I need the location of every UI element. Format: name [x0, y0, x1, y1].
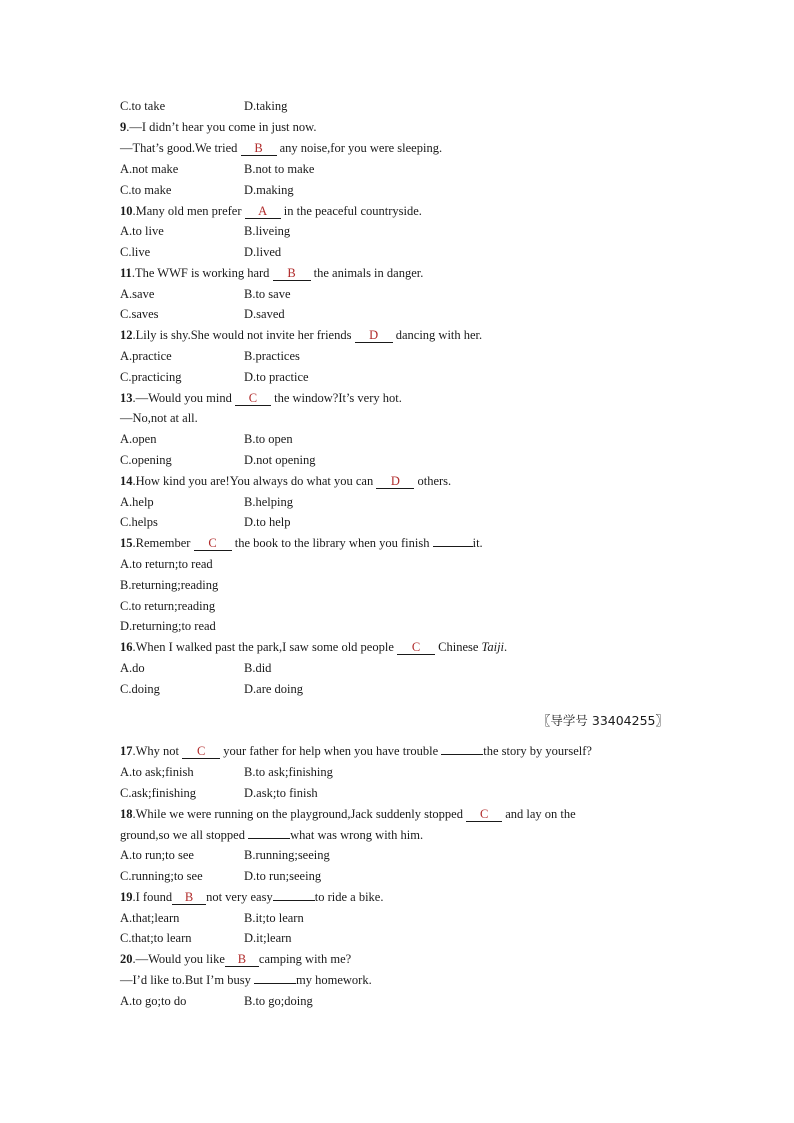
q20-answer-blank[interactable]: B	[225, 952, 259, 967]
q14-option-b: B.helping	[244, 495, 293, 509]
q18-option-d: D.to run;seeing	[244, 869, 322, 883]
q11-stem	[120, 265, 423, 281]
q10-option-a: A.to live	[120, 224, 164, 238]
q15-stem-mid: the book to the library when you finish	[231, 536, 433, 550]
q11-option-b: B.to save	[244, 287, 291, 301]
q9-response-post: any noise,for you were sleeping.	[276, 141, 443, 155]
q14-stem-post: others.	[414, 474, 452, 488]
q16-option-a: A.do	[120, 661, 145, 675]
q17-stem-post: the story by yourself?	[483, 744, 592, 758]
q17-option-c: C.ask;finishing	[120, 786, 197, 800]
q11-stem-pre: .The WWF is working hard	[131, 266, 273, 280]
q12-stem	[120, 327, 482, 343]
q15-stem-post: it.	[472, 536, 483, 550]
q18-option-a: A.to run;to see	[120, 848, 194, 862]
q17-option-a: A.to ask;finish	[120, 765, 194, 779]
q15-option-b: B.returning;reading	[120, 578, 219, 592]
q16-option-d: D.are doing	[244, 682, 304, 696]
q17-stem-mid: your father for help when you have trouble	[220, 744, 442, 758]
q11-option-c: C.saves	[120, 307, 159, 321]
q20-reply-post: my homework.	[296, 973, 372, 987]
q18-second-blank[interactable]	[248, 838, 290, 839]
q10-option-b: B.liveing	[244, 224, 291, 238]
q19-stem	[120, 889, 383, 905]
q19-second-blank[interactable]	[273, 900, 315, 901]
q11-answer-blank[interactable]: B	[273, 266, 311, 281]
q15-option-d: D.returning;to read	[120, 619, 216, 633]
q19-stem-post: to ride a bike.	[314, 890, 384, 904]
q14-option-a: A.help	[120, 495, 154, 509]
q9-stem	[120, 119, 317, 135]
q20-number: 20	[120, 952, 133, 966]
q16-stem-end: .	[504, 640, 508, 654]
q13-reply: —No,not at all.	[120, 411, 198, 425]
q16-stem-post: Chinese	[435, 640, 482, 654]
q20-stem-pre: .—Would you like	[132, 952, 225, 966]
q16-italic-term: Taiji	[481, 640, 505, 654]
q9-response-pre: —That’s good.We tried	[120, 141, 241, 155]
q18-stem-pre: .While we were running on the playground,Jack suddenly stopped	[132, 807, 467, 821]
q9-option-d: D.making	[244, 183, 294, 197]
q9-option-b: B.not to make	[244, 162, 315, 176]
q13-option-c: C.opening	[120, 453, 172, 467]
q15-number: 15	[120, 536, 133, 550]
q17-option-b: B.to ask;finishing	[244, 765, 333, 779]
q15-answer-blank[interactable]: C	[194, 536, 232, 551]
q10-stem-pre: .Many old men prefer	[132, 204, 245, 218]
q17-answer-blank[interactable]: C	[182, 744, 220, 759]
q10-stem	[120, 203, 422, 219]
q20-second-blank[interactable]	[254, 983, 296, 984]
q20-reply-pre: —I’d like to.But I’m busy	[120, 973, 255, 987]
q15-stem	[120, 535, 483, 551]
q15-option-c: C.to return;reading	[120, 599, 216, 613]
q19-option-a: A.that;learn	[120, 911, 180, 925]
q14-stem-pre: .How kind you are!You always do what you can	[132, 474, 377, 488]
q16-option-b: B.did	[244, 661, 272, 675]
q19-number: 19	[120, 890, 133, 904]
q12-number: 12	[120, 328, 133, 342]
q18-option-c: C.running;to see	[120, 869, 203, 883]
q12-option-b: B.practices	[244, 349, 300, 363]
q16-option-c: C.doing	[120, 682, 160, 696]
q13-answer-blank[interactable]: C	[235, 391, 271, 406]
q20-option-a: A.to go;to do	[120, 994, 187, 1008]
q16-answer-blank[interactable]: C	[397, 640, 435, 655]
q17-stem	[120, 743, 592, 759]
q12-answer-blank[interactable]: D	[355, 328, 393, 343]
q14-number: 14	[120, 474, 133, 488]
q19-option-d: D.it;learn	[244, 931, 292, 945]
q19-answer-blank[interactable]: B	[172, 890, 206, 905]
q10-option-c: C.live	[120, 245, 151, 259]
q13-stem	[120, 390, 402, 406]
q13-stem-pre: .—Would you mind	[132, 391, 235, 405]
q11-number: 11	[120, 266, 132, 280]
q13-stem-post: the window?It’s very hot.	[270, 391, 402, 405]
q13-number: 13	[120, 391, 133, 405]
q13-option-b: B.to open	[244, 432, 293, 446]
q8-option-d: D.taking	[244, 99, 288, 113]
q18-option-b: B.running;seeing	[244, 848, 330, 862]
q16-stem	[120, 639, 507, 655]
q14-option-c: C.helps	[120, 515, 158, 529]
q18-stem-line2	[120, 827, 423, 843]
q14-answer-blank[interactable]: D	[376, 474, 414, 489]
q18-answer-blank[interactable]: C	[466, 807, 502, 822]
q18-line2-pre: ground,so we all stopped	[120, 828, 249, 842]
q11-stem-post: the animals in danger.	[310, 266, 424, 280]
q11-option-d: D.saved	[244, 307, 285, 321]
q10-number: 10	[120, 204, 133, 218]
guide-number-label: 〖导学号 33404255〗	[537, 713, 668, 728]
q14-option-d: D.to help	[244, 515, 291, 529]
q9-answer-blank[interactable]: B	[241, 141, 277, 156]
q20-stem-post: camping with me?	[258, 952, 352, 966]
q16-number: 16	[120, 640, 133, 654]
q15-stem-pre: .Remember	[132, 536, 194, 550]
q10-option-d: D.lived	[244, 245, 282, 259]
q18-stem	[120, 806, 576, 822]
q12-stem-pre: .Lily is shy.She would not invite her friends	[132, 328, 355, 342]
q12-option-a: A.practice	[120, 349, 172, 363]
q17-second-blank[interactable]	[441, 754, 483, 755]
q9-response	[120, 140, 442, 156]
q10-answer-blank[interactable]: A	[245, 204, 281, 219]
q9-stem-text: .—I didn’t hear you come in just now.	[126, 120, 317, 134]
q12-option-c: C.practicing	[120, 370, 182, 384]
q18-stem-post: and lay on the	[502, 807, 576, 821]
q9-option-a: A.not make	[120, 162, 179, 176]
q9-number: 9	[120, 120, 127, 134]
q20-stem	[120, 951, 351, 967]
q16-stem-pre: .When I walked past the park,I saw some old people	[132, 640, 398, 654]
q14-stem	[120, 473, 451, 489]
q18-line2-post: what was wrong with him.	[290, 828, 424, 842]
q19-stem-pre: .I found	[132, 890, 173, 904]
q9-option-c: C.to make	[120, 183, 172, 197]
q20-reply	[120, 972, 372, 988]
q19-option-b: B.it;to learn	[244, 911, 304, 925]
q10-stem-post: in the peaceful countryside.	[280, 204, 422, 218]
q12-option-d: D.to practice	[244, 370, 309, 384]
q15-second-blank[interactable]	[433, 546, 473, 547]
q18-number: 18	[120, 807, 133, 821]
q13-option-a: A.open	[120, 432, 157, 446]
q15-option-a: A.to return;to read	[120, 557, 213, 571]
q13-option-d: D.not opening	[244, 453, 316, 467]
q20-option-b: B.to go;doing	[244, 994, 313, 1008]
q12-stem-post: dancing with her.	[392, 328, 483, 342]
q8-option-c: C.to take	[120, 99, 166, 113]
q19-option-c: C.that;to learn	[120, 931, 192, 945]
q17-stem-pre: .Why not	[132, 744, 183, 758]
q17-option-d: D.ask;to finish	[244, 786, 318, 800]
q17-number: 17	[120, 744, 133, 758]
q11-option-a: A.save	[120, 287, 155, 301]
q19-stem-mid: not very easy	[206, 890, 273, 904]
